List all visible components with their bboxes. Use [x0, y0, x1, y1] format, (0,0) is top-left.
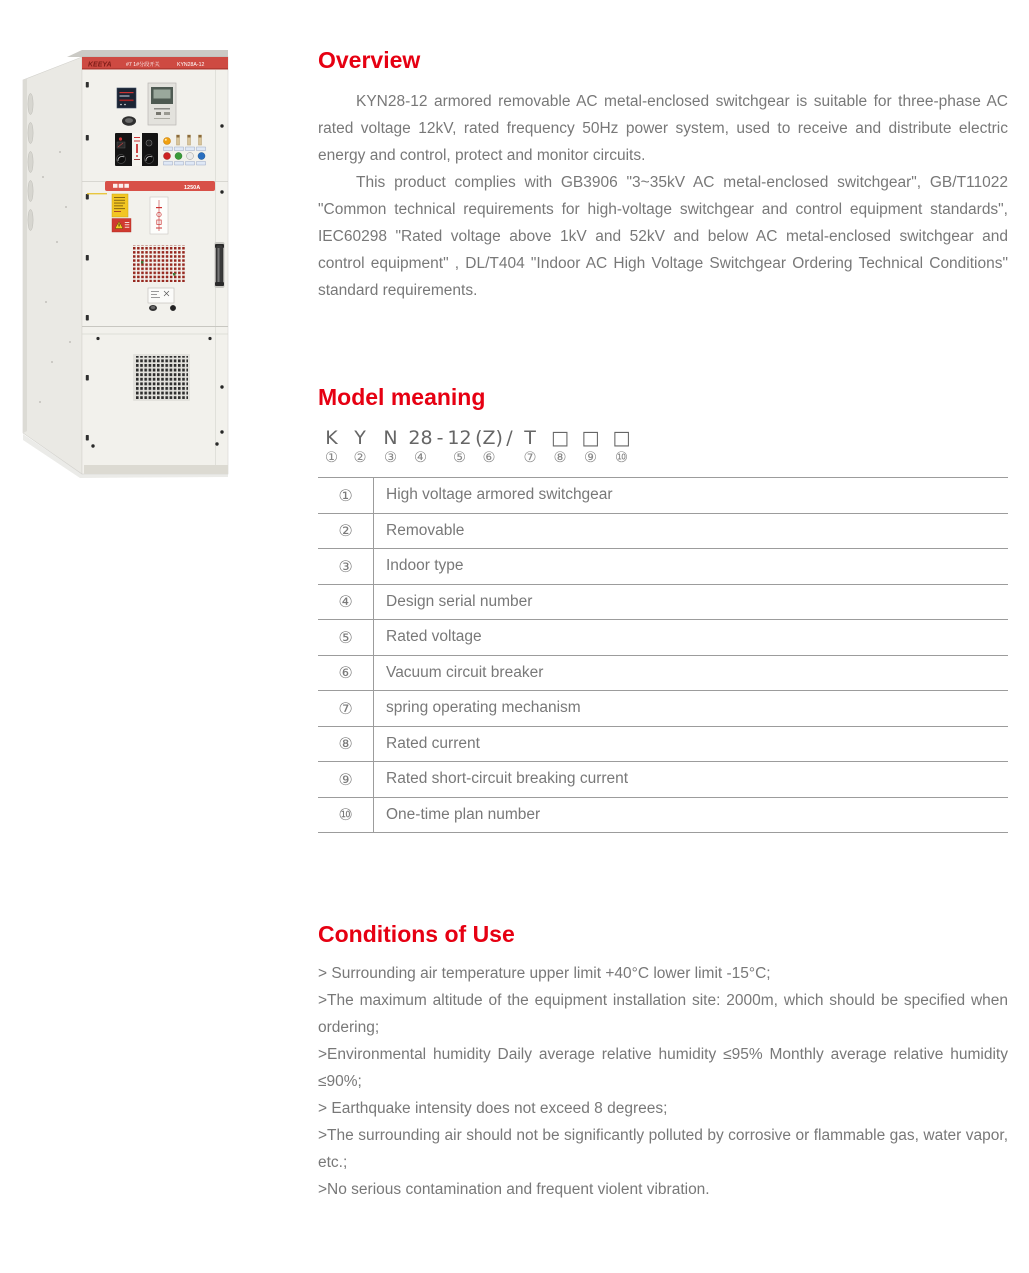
control-block	[115, 133, 158, 166]
model-meaning-heading: Model meaning	[318, 384, 486, 410]
model-code-number: ⑧	[553, 450, 567, 466]
condition-item: > Earthquake intensity does not exceed 8 degrees;	[318, 1100, 668, 1117]
table-cell-description: spring operating mechanism	[386, 699, 581, 717]
model-code-char: □	[612, 427, 631, 449]
model-code-char: □	[581, 427, 600, 449]
overview-paragraph: KYN28-12 armored removable AC metal-enclosed switchgear is suitable for three-phase AC rated voltage 12kV, rated frequency 50Hz power system, used to receive and distribute electric energy and control, protect and monitor circuits.	[318, 93, 1008, 164]
model-code-part	[545, 428, 575, 466]
cabinet-side-panel	[23, 57, 82, 474]
door-handle[interactable]	[215, 242, 225, 288]
current-rating-strip	[105, 181, 215, 191]
model-code-char: Y	[354, 427, 366, 449]
red-vent-grid	[133, 245, 185, 282]
condition-item: >Environmental humidity Daily average relative humidity ≤95% Monthly average relative humidity ≤90%;	[318, 1046, 1008, 1090]
model-code-number: ⑦	[523, 450, 537, 466]
product-photo	[10, 42, 308, 478]
table-row	[318, 655, 1008, 691]
model-code-part	[474, 428, 504, 466]
table-row	[318, 548, 1008, 584]
circuit-diagram-label	[150, 197, 168, 234]
table-cell-number: ⑧	[318, 727, 374, 762]
table-cell-description: Design serial number	[386, 592, 533, 610]
model-code-part	[504, 428, 515, 450]
model-meaning-table	[318, 477, 1008, 833]
table-cell-number: ⑨	[318, 762, 374, 797]
table-cell-number: ⑩	[318, 798, 374, 833]
table-cell-number: ①	[318, 478, 374, 513]
overview-heading: Overview	[318, 47, 421, 73]
model-code-number: ⑤	[453, 450, 466, 466]
banner-label-text: #7 1#分段开关	[126, 62, 160, 68]
conditions-section	[318, 921, 1008, 1203]
model-code-row	[318, 428, 1008, 466]
table-cell-description: Vacuum circuit breaker	[386, 663, 544, 681]
table-row	[318, 619, 1008, 655]
model-code-part	[345, 428, 375, 466]
conditions-list	[318, 960, 1008, 1203]
table-row	[318, 584, 1008, 620]
table-cell-number: ⑤	[318, 620, 374, 655]
model-code-part	[406, 428, 435, 466]
table-cell-number: ②	[318, 514, 374, 549]
model-code-part	[445, 428, 474, 466]
model-code-char: □	[551, 427, 569, 449]
overview-section	[318, 47, 1008, 304]
multifunction-meter	[148, 83, 176, 125]
table-row	[318, 797, 1008, 833]
bottom-vent-grid	[135, 356, 188, 399]
overview-paragraphs	[318, 88, 1008, 304]
table-cell-number: ⑥	[318, 656, 374, 691]
relay-display	[117, 88, 136, 108]
overview-paragraph: This product complies with GB3906 "3~35kV AC metal-enclosed switchgear", GB/T11022 "Common technical requirements for high-voltage switchgear and control equipment standards", IEC60298 "Rated voltage above 1kV and 52kV and below AC metal-enclosed switchgear and control equipment" , DL/T404 "Indoor AC High Voltage Switchgear Ordering Technical Conditions" standard requirements.	[318, 174, 1008, 299]
table-cell-description: Rated current	[386, 734, 480, 752]
green-indicator-light	[175, 153, 182, 160]
model-code-char: 28	[408, 427, 433, 449]
model-code-char: (Z)	[475, 427, 503, 449]
model-code-char: K	[325, 427, 338, 449]
table-cell-description: One-time plan number	[386, 805, 541, 823]
model-code-part	[318, 428, 345, 466]
table-cell-number: ⑦	[318, 691, 374, 726]
condition-item: >No serious contamination and frequent violent vibration.	[318, 1181, 710, 1198]
model-code-number: ③	[384, 450, 397, 466]
panel-knob	[122, 116, 136, 126]
model-code-char: /	[506, 427, 513, 449]
conditions-heading: Conditions of Use	[318, 921, 515, 947]
table-cell-number: ③	[318, 549, 374, 584]
table-cell-description: Rated voltage	[386, 628, 482, 646]
condition-item: >The surrounding air should not be significantly polluted by corrosive or flammable gas, water vapor, etc.;	[318, 1127, 1008, 1171]
table-cell-description: Removable	[386, 521, 465, 539]
model-code-number: ⑩	[615, 450, 628, 466]
banner-model-text: KYN28A-12	[177, 62, 205, 68]
switchgear-cabinet-illustration	[10, 42, 308, 478]
model-code-number: ⑨	[584, 450, 597, 466]
blue-indicator-light	[198, 153, 205, 160]
model-code-part	[435, 428, 445, 450]
table-row	[318, 761, 1008, 797]
model-code-char: T	[524, 427, 536, 449]
table-row	[318, 513, 1008, 549]
table-cell-description: High voltage armored switchgear	[386, 486, 613, 504]
brand-logo-text: KEEYA	[88, 61, 112, 69]
model-code-part	[375, 428, 406, 466]
current-rating-text: 1250A	[184, 184, 201, 191]
table-row	[318, 690, 1008, 726]
cabinet-top-cap	[67, 50, 228, 57]
model-code-number: ②	[353, 450, 367, 466]
warning-label	[112, 219, 131, 233]
model-code-number: ⑥	[482, 450, 496, 466]
cabinet-top-banner	[82, 57, 228, 70]
model-code-part	[515, 428, 545, 466]
table-cell-number: ④	[318, 585, 374, 620]
condition-item: >The maximum altitude of the equipment installation site: 2000m, which should be specified when ordering;	[318, 992, 1008, 1036]
model-code-char: -	[436, 427, 444, 449]
table-row	[318, 477, 1008, 513]
model-code-part	[575, 428, 606, 466]
table-cell-description: Indoor type	[386, 557, 464, 575]
model-code-number: ④	[414, 450, 427, 466]
model-meaning-section	[318, 384, 1008, 833]
red-indicator-light	[164, 153, 171, 160]
condition-item: > Surrounding air temperature upper limit +40°C lower limit -15°C;	[318, 965, 771, 982]
round-knob-right	[170, 305, 176, 311]
model-code-char: N	[383, 427, 398, 449]
amber-indicator-light	[164, 138, 171, 145]
table-row	[318, 726, 1008, 762]
model-code-part	[606, 428, 637, 466]
model-code-char: 12	[447, 427, 472, 449]
table-cell-description: Rated short-circuit breaking current	[386, 770, 629, 788]
yellow-label	[112, 194, 128, 217]
model-code-number: ①	[325, 450, 338, 466]
white-indicator-light	[187, 153, 194, 160]
